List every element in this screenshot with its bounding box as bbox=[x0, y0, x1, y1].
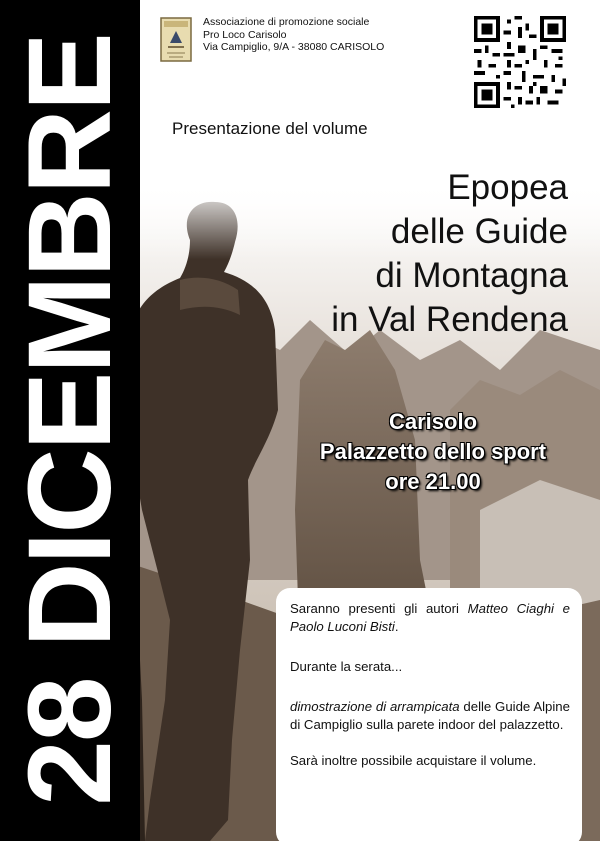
side-date-band bbox=[0, 0, 140, 841]
info-box bbox=[276, 588, 582, 841]
event-details bbox=[292, 407, 574, 497]
association-line: Pro Loco Carisolo bbox=[203, 28, 287, 41]
title-line: di Montagna bbox=[375, 256, 568, 295]
demo-rest: delle Guide Alpine di Campiglio sulla parete indoor del palazzetto. bbox=[290, 699, 570, 732]
book-title bbox=[331, 166, 568, 342]
event-time: ore 21.00 bbox=[385, 469, 481, 494]
authors-paragraph bbox=[290, 600, 570, 636]
title-line: in Val Rendena bbox=[331, 300, 568, 339]
purchase-paragraph: Sarà inoltre possibile acquistare il volume. bbox=[290, 753, 537, 768]
association-info bbox=[203, 16, 384, 54]
pro-loco-logo-icon bbox=[160, 17, 192, 62]
demo-italic: dimostrazione di arrampicata bbox=[290, 699, 460, 714]
title-line: Epopea bbox=[447, 168, 568, 207]
event-town: Carisolo bbox=[388, 409, 478, 434]
presentation-label: Presentazione del volume bbox=[172, 119, 368, 138]
authors-suffix: . bbox=[394, 619, 399, 634]
authors-prefix: Saranno presenti gli autori bbox=[290, 601, 468, 616]
association-line: Via Campiglio, 9/A - 38080 CARISOLO bbox=[203, 41, 385, 53]
association-line: Associazione di promozione sociale bbox=[203, 16, 370, 28]
authors-names: Matteo Ciaghi e Paolo Luconi Bisti bbox=[290, 601, 570, 634]
title-line: delle Guide bbox=[390, 212, 568, 251]
evening-intro: Durante la serata... bbox=[290, 659, 403, 674]
demo-paragraph bbox=[290, 698, 570, 734]
event-date: 28 DICEMBRE bbox=[4, 34, 136, 806]
event-venue: Palazzetto dello sport bbox=[319, 439, 547, 464]
qr-code-icon[interactable] bbox=[474, 16, 566, 108]
